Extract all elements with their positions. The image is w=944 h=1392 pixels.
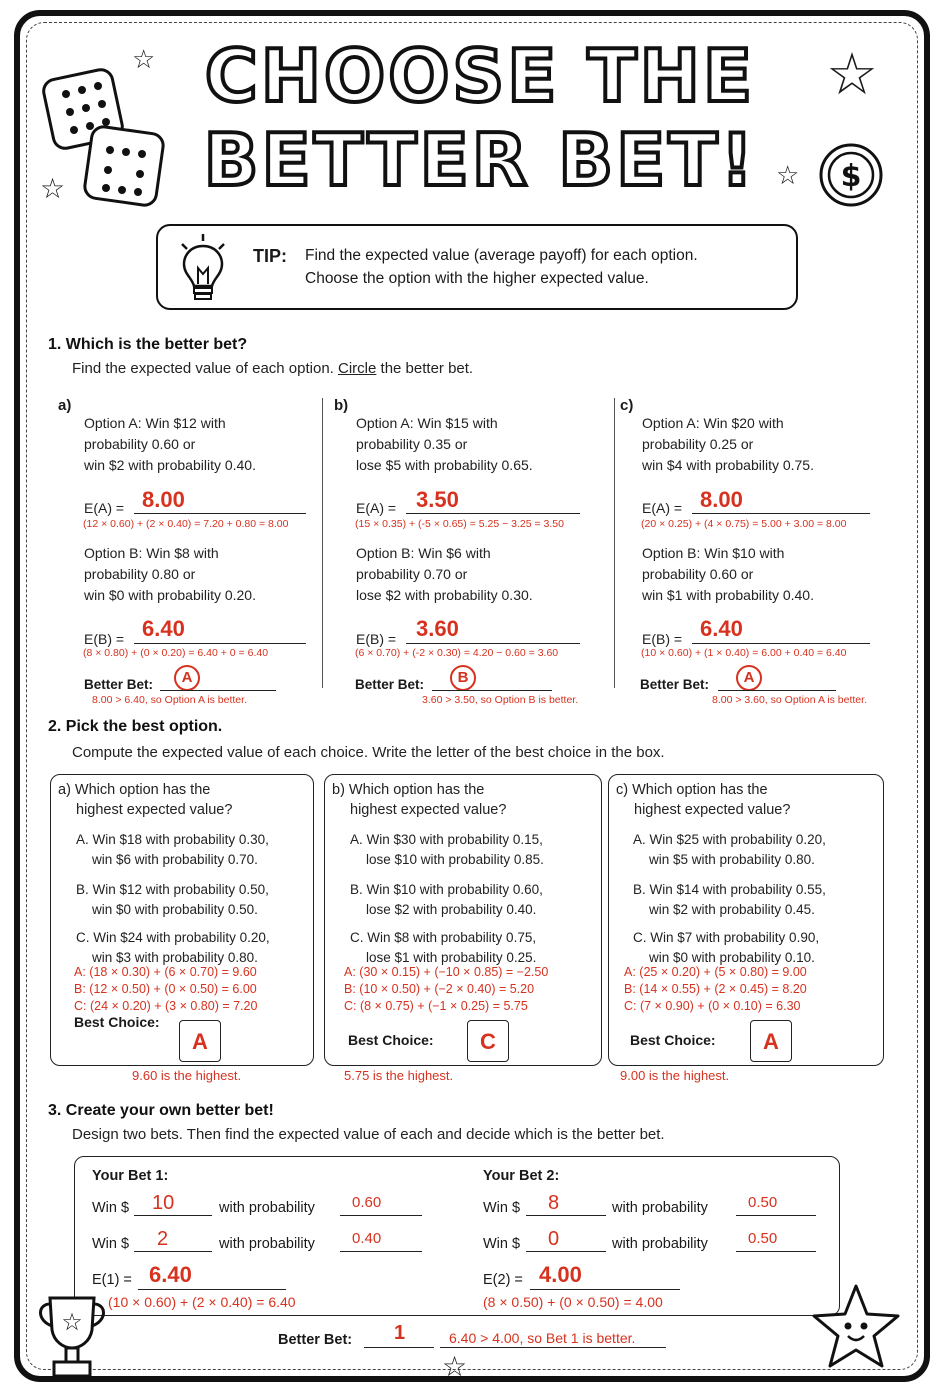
choice-c-best-label: Best Choice: [630,1032,716,1048]
problem-a-ea-label: E(A) = [84,500,125,516]
bet2-win1[interactable]: 8 [548,1192,560,1214]
problem-c-option-b: Option B: Win $10 with probability 0.60 or win $1 with probability 0.40. [642,545,814,603]
problem-b-option-a: Option A: Win $15 with probability 0.35 or lose $5 with probability 0.65. [356,415,533,473]
section1-title: 1. Which is the better bet? [48,336,248,353]
choice-c-calculations: A: (25 × 0.20) + (5 × 0.80) = 9.00 B: (14 × 0.55) + (2 × 0.45) = 8.20 C: (7 × 0.90) + (0 × 0.10) = 6.30 [624,965,807,1013]
problem-b-letter: b) [334,397,349,414]
star-icon: ☆ [132,44,156,74]
bet2-e-work: (8 × 0.50) + (0 × 0.50) = 4.00 [483,1294,663,1310]
bet2-prob1[interactable]: 0.50 [748,1194,778,1211]
choice-a-note: 9.60 is the highest. [132,1068,242,1083]
choice-a-question: a) Which option has the highest expected value? [58,782,233,818]
choice-a-option-c: C. Win $24 with probability 0.20, win $3 with probability 0.80. [76,930,270,965]
problem-b-ea-label: E(A) = [356,500,397,516]
smiling-star-icon [808,1282,904,1372]
bet1-win1[interactable]: 10 [152,1192,175,1214]
svg-text:☆: ☆ [61,1308,83,1336]
trophy-icon [30,1290,114,1382]
choice-b-question: b) Which option has the highest expected value? [332,782,507,818]
star-icon: ☆ [776,160,800,190]
problem-c-better-label: Better Bet: [640,677,710,692]
choice-a-best-answer[interactable]: A [179,1020,221,1062]
bet2-win-label: Win $ [483,1200,521,1216]
choice-c-option-c: C. Win $7 with probability 0.90, win $0 with probability 0.10. [633,930,820,965]
problem-a-reason: 8.00 > 6.40, so Option A is better. [92,694,247,706]
section1-instructions: Find the expected value of each option. Circle the better bet. [72,360,474,377]
problem-c-ea-label: E(A) = [642,500,683,516]
problem-b-eb-value: 3.60 [416,616,459,641]
page-title-line2: BETTER BET! [203,118,757,202]
problem-a-option-b: Option B: Win $8 with probability 0.80 or win $0 with probability 0.20. [84,545,256,603]
star-icon: ☆ [40,173,66,204]
column-divider [322,398,323,688]
bet2-prob-label: with probability [612,1200,708,1216]
choice-b-option-c: C. Win $8 with probability 0.75, lose $1 with probability 0.25. [350,930,537,965]
choice-a-best-label: Best Choice: [74,1014,160,1030]
section3-reason: 6.40 > 4.00, so Bet 1 is better. [449,1330,636,1346]
section3-title: 3. Create your own better bet! [48,1102,274,1119]
choice-a-calculations: A: (18 × 0.30) + (6 × 0.70) = 9.60 B: (12 × 0.50) + (0 × 0.50) = 6.00 C: (24 × 0.20) + (3 × 0.80) = 7.20 [74,965,258,1013]
column-divider [614,398,615,688]
problem-b-better-answer: B [450,665,476,691]
bet2-win-label-2: Win $ [483,1236,521,1252]
bet2-prob-label-2: with probability [612,1236,708,1252]
bet2-e-value: 4.00 [539,1262,582,1287]
problem-b-eb-label: E(B) = [356,631,397,647]
tip-box [156,224,798,310]
bet1-label: Your Bet 1: [92,1168,169,1184]
bet1-e-work: (10 × 0.60) + (2 × 0.40) = 6.40 [108,1294,296,1310]
choice-c-note: 9.00 is the highest. [620,1068,730,1083]
star-icon: ☆ [442,1351,468,1382]
bet1-prob-label: with probability [219,1200,315,1216]
problem-b-ea-work: (15 × 0.35) + (-5 × 0.65) = 5.25 − 3.25 = 3.50 [355,518,564,530]
problem-b-option-b: Option B: Win $6 with probability 0.70 or lose $2 with probability 0.30. [356,545,533,603]
problem-a-eb-work: (8 × 0.80) + (0 × 0.20) = 6.40 + 0 = 6.40 [83,647,269,659]
bet2-label: Your Bet 2: [483,1168,560,1184]
problem-b-reason: 3.60 > 3.50, so Option B is better. [422,694,579,706]
problem-c-ea-value: 8.00 [700,487,743,512]
problem-c-eb-label: E(B) = [642,631,683,647]
coin-dollar: $ [840,159,862,194]
choice-b-best-answer[interactable]: C [467,1020,509,1062]
tip-label: TIP: [253,246,287,266]
problem-a-eb-value: 6.40 [142,616,185,641]
problem-b-ea-value: 3.50 [416,487,459,512]
problem-a-eb-label: E(B) = [84,631,125,647]
problem-c-reason: 8.00 > 3.60, so Option A is better. [712,694,867,706]
problem-a-ea-work: (12 × 0.60) + (2 × 0.40) = 7.20 + 0.80 = 8.00 [83,518,289,530]
bet1-e-value: 6.40 [149,1262,192,1287]
section3-better-value[interactable]: 1 [394,1322,406,1344]
bet1-win2[interactable]: 2 [157,1228,169,1250]
bet1-win-label-2: Win $ [92,1236,130,1252]
problem-c-ea-work: (20 × 0.25) + (4 × 0.75) = 5.00 + 3.00 = 8.00 [641,518,847,530]
section2-instructions: Compute the expected value of each choice. Write the letter of the best choice in the box. [72,744,665,761]
bet1-e-label: E(1) = [92,1272,132,1288]
lightbulb-icon [176,232,230,304]
choice-a-option-a: A. Win $18 with probability 0.30, win $6 with probability 0.70. [76,832,269,867]
bet1-prob2[interactable]: 0.40 [352,1230,382,1247]
bet2-win2[interactable]: 0 [548,1228,560,1250]
bet1-prob-label-2: with probability [219,1236,315,1252]
choice-c-best-answer[interactable]: A [750,1020,792,1062]
choice-b-option-a: A. Win $30 with probability 0.15, lose $10 with probability 0.85. [350,832,544,867]
create-bet-box [74,1156,840,1316]
coin-icon [816,140,886,210]
problem-c-option-a: Option A: Win $20 with probability 0.25 or win $4 with probability 0.75. [642,415,814,473]
bet2-e-label: E(2) = [483,1272,523,1288]
problem-c-better-answer: A [736,665,762,691]
problem-a-better-label: Better Bet: [84,677,154,692]
bet1-win-label: Win $ [92,1200,130,1216]
tip-line2: Choose the option with the higher expected value. [305,270,649,287]
tip-line1: Find the expected value (average payoff) for each option. [305,247,698,264]
bet1-prob1[interactable]: 0.60 [352,1194,382,1211]
choice-a-option-b: B. Win $12 with probability 0.50, win $0 with probability 0.50. [76,882,269,917]
section2-title: 2. Pick the best option. [48,718,223,735]
problem-a-better-answer: A [174,665,200,691]
choice-b-calculations: A: (30 × 0.15) + (−10 × 0.85) = −2.50 B: (10 × 0.50) + (−2 × 0.40) = 5.20 C: (8 × 0.75) + (−1 × 0.25) = 5.75 [344,965,549,1013]
problem-c-eb-value: 6.40 [700,616,743,641]
choice-c-question: c) Which option has the highest expected value? [616,782,791,818]
problem-a-option-a: Option A: Win $12 with probability 0.60 or win $2 with probability 0.40. [84,415,256,473]
problem-a-letter: a) [58,397,72,414]
choice-c-option-b: B. Win $14 with probability 0.55, win $2 with probability 0.45. [633,882,826,917]
problem-b-eb-work: (6 × 0.70) + (-2 × 0.30) = 4.20 − 0.60 = 3.60 [355,647,559,659]
section3-better-label: Better Bet: [278,1332,353,1348]
section3-instructions: Design two bets. Then find the expected value of each and decide which is the better bet. [72,1126,665,1143]
choice-b-note: 5.75 is the highest. [344,1068,454,1083]
problem-b-better-label: Better Bet: [355,677,425,692]
page-title-line1: CHOOSE THE [204,34,756,118]
star-icon: ☆ [826,42,878,107]
problem-a-ea-value: 8.00 [142,487,185,512]
problem-c-letter: c) [620,397,634,414]
bet2-prob2[interactable]: 0.50 [748,1230,778,1247]
choice-b-best-label: Best Choice: [348,1032,434,1048]
choice-b-option-b: B. Win $10 with probability 0.60, lose $2 with probability 0.40. [350,882,543,917]
choice-c-option-a: A. Win $25 with probability 0.20, win $5 with probability 0.80. [633,832,826,867]
problem-c-eb-work: (10 × 0.60) + (1 × 0.40) = 6.00 + 0.40 = 6.40 [641,647,847,659]
